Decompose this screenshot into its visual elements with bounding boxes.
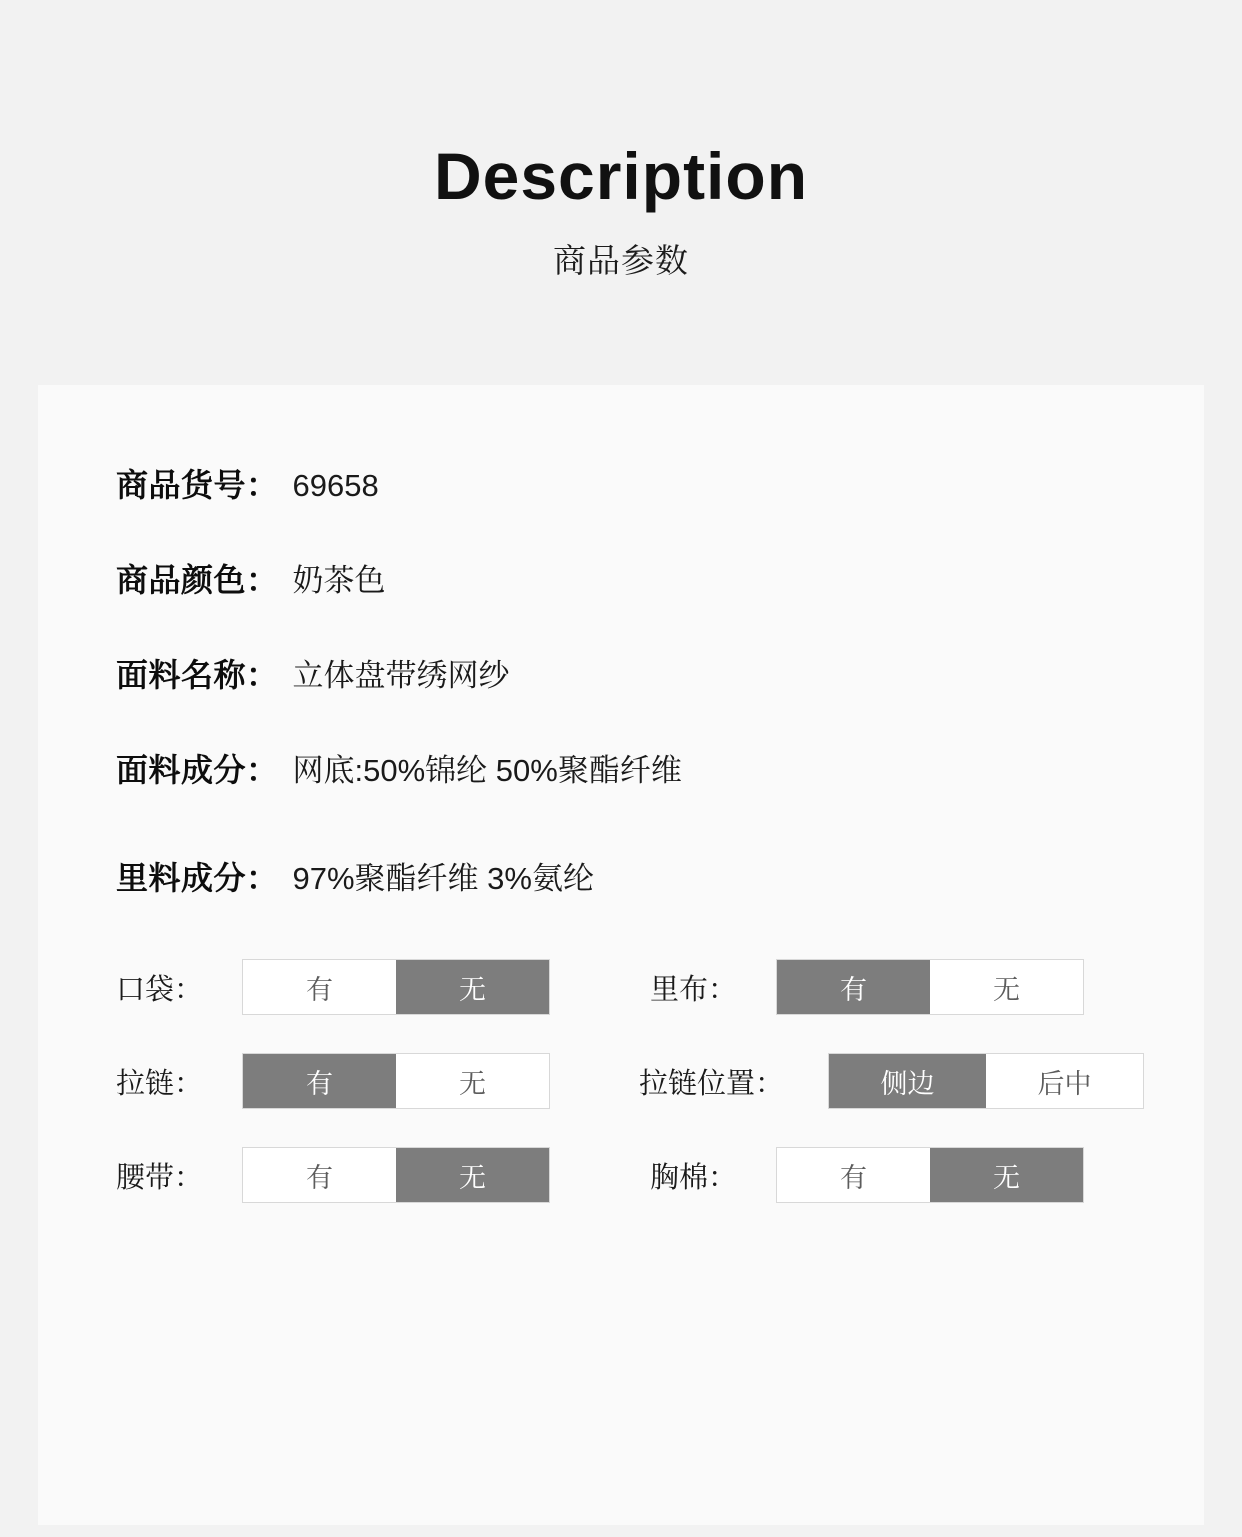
spec-row-lining-composition — [116, 853, 1204, 899]
option-zipper — [116, 1053, 599, 1109]
option-label-belt: 腰带： — [116, 1161, 204, 1194]
spec-label-fabric-composition: 面料成分： — [116, 752, 279, 788]
option-label-zipper: 拉链： — [116, 1067, 204, 1100]
spec-row-color — [116, 555, 1204, 601]
spec-row-fabric-composition — [116, 745, 1204, 791]
option-chest-pad-choice-no[interactable]: 无 — [930, 1148, 1083, 1202]
spec-label-color: 商品颜色： — [116, 562, 279, 598]
spec-value-fabric-composition: 网底:50%锦纶 50%聚酯纤维 — [292, 753, 682, 788]
option-lining-choice-yes[interactable]: 有 — [777, 960, 930, 1014]
spec-label-item-code: 商品货号： — [116, 467, 279, 503]
option-pocket-choice-yes[interactable]: 有 — [243, 960, 396, 1014]
option-zipper-position — [639, 1053, 1144, 1109]
option-label-pocket: 口袋： — [116, 973, 204, 1006]
spec-label-lining-composition: 里料成分： — [116, 860, 279, 896]
page-title-en: Description — [433, 139, 809, 213]
option-chest-pad — [650, 1147, 1144, 1203]
option-toggle-pocket[interactable] — [242, 959, 550, 1015]
option-zipper-position-choice-side[interactable]: 侧边 — [829, 1054, 986, 1108]
option-grid — [38, 959, 1204, 1203]
page-title-cn: 商品参数 — [553, 241, 689, 279]
spec-row-fabric-name — [116, 650, 1204, 696]
option-label-chest-pad: 胸棉： — [650, 1161, 738, 1194]
spec-row-item-code — [116, 460, 1204, 506]
option-pocket — [116, 959, 610, 1015]
spec-value-fabric-name: 立体盘带绣网纱 — [292, 658, 510, 693]
option-chest-pad-choice-yes[interactable]: 有 — [777, 1148, 930, 1202]
option-toggle-lining[interactable] — [776, 959, 1084, 1015]
option-zipper-position-choice-center-back[interactable]: 后中 — [986, 1054, 1143, 1108]
option-zipper-choice-yes[interactable]: 有 — [243, 1054, 396, 1108]
spec-card — [38, 385, 1204, 1525]
option-label-lining: 里布： — [650, 973, 738, 1006]
option-belt-choice-no[interactable]: 无 — [396, 1148, 549, 1202]
option-belt-choice-yes[interactable]: 有 — [243, 1148, 396, 1202]
spec-value-color: 奶茶色 — [292, 563, 386, 598]
option-label-zipper-position: 拉链位置： — [639, 1067, 785, 1100]
spec-list — [38, 385, 1204, 899]
option-lining — [650, 959, 1144, 1015]
page-header — [0, 0, 1242, 282]
option-zipper-choice-no[interactable]: 无 — [396, 1054, 549, 1108]
option-row-2 — [116, 1053, 1144, 1109]
option-toggle-chest-pad[interactable] — [776, 1147, 1084, 1203]
option-toggle-zipper-position[interactable] — [828, 1053, 1144, 1109]
spec-value-item-code: 69658 — [292, 468, 379, 503]
spec-label-fabric-name: 面料名称： — [116, 657, 279, 693]
option-row-1 — [116, 959, 1144, 1015]
option-row-3 — [116, 1147, 1144, 1203]
option-toggle-zipper[interactable] — [242, 1053, 550, 1109]
option-belt — [116, 1147, 610, 1203]
option-toggle-belt[interactable] — [242, 1147, 550, 1203]
option-pocket-choice-no[interactable]: 无 — [396, 960, 549, 1014]
spec-value-lining-composition: 97%聚酯纤维 3%氨纶 — [292, 861, 594, 896]
option-lining-choice-no[interactable]: 无 — [930, 960, 1083, 1014]
